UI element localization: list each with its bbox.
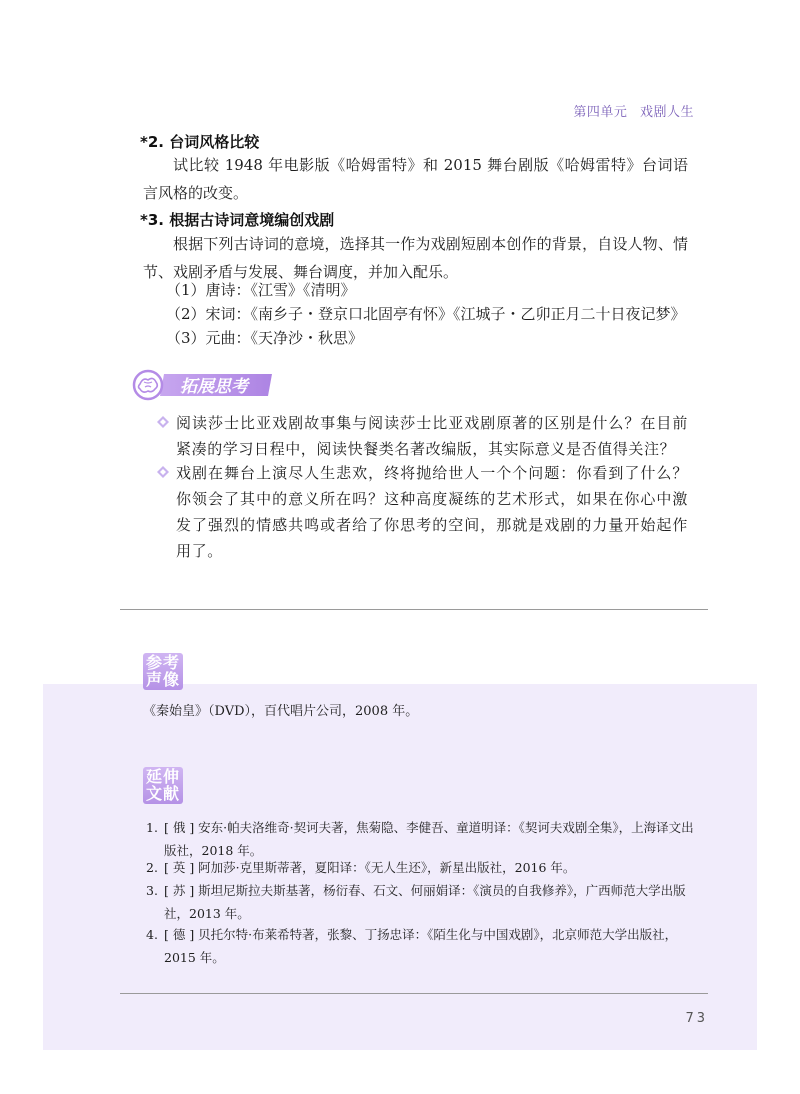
- reference-av-text: 《秦始皇》（DVD），百代唱片公司，2008 年。: [143, 704, 419, 719]
- footer-divider: [120, 993, 708, 994]
- reference-av-tag-line2: 声像: [145, 670, 180, 689]
- section-divider: [120, 609, 708, 610]
- diamond-bullet-icon: [157, 466, 169, 478]
- further-reading-tag-line1: 延伸: [145, 767, 180, 786]
- reference-av-tag: [143, 653, 183, 690]
- diamond-bullet-icon: [157, 416, 169, 428]
- reading-item-text: [ 德 ] 贝托尔特·布莱希特著，张黎、丁扬忠译：《陌生化与中国戏剧》，北京师范大学出版社，2015 年。: [164, 927, 678, 965]
- reading-item-text: [ 俄 ] 安东·帕夫洛维奇·契诃夫著，焦菊隐、李健吾、童道明译：《契诃夫戏剧全集》，上海译文出版社，2018 年。: [164, 820, 694, 858]
- reading-item-number: 1.: [146, 820, 158, 835]
- further-reading-tag: [143, 767, 183, 804]
- reading-item-2: [146, 856, 696, 879]
- task-3-item-3: （3）元曲：《天净沙・秋思》: [166, 329, 364, 347]
- task-3-title: *3. 根据古诗词意境编创戏剧: [140, 211, 335, 229]
- extension-bullet-2: [160, 460, 688, 564]
- task-3-body: 根据下列古诗词的意境，选择其一作为戏剧短剧本创作的背景，自设人物、情节、戏剧矛盾与发展、舞台调度，并加入配乐。: [143, 235, 688, 281]
- reading-item-4: [146, 923, 696, 969]
- reading-item-3: [146, 879, 696, 925]
- task-3-item-1: （1）唐诗：《江雪》《清明》: [166, 281, 356, 299]
- reading-item-text: [ 英 ] 阿加莎·克里斯蒂著，夏阳译：《无人生还》，新星出版社，2016 年。: [164, 860, 576, 875]
- header-unit: 第四单元: [573, 105, 628, 120]
- task-2-title: *2. 台词风格比较: [140, 133, 260, 151]
- reading-item-number: 4.: [146, 927, 158, 942]
- page-number: 73: [685, 1011, 708, 1026]
- task-2-body: 试比较 1948 年电影版《哈姆雷特》和 2015 舞台剧版《哈姆雷特》台词语言风格的改变。: [143, 156, 688, 202]
- reading-item-number: 2.: [146, 860, 158, 875]
- extension-bullet-2-text: 戏剧在舞台上演尽人生悲欢，终将抛给世人一个个问题：你看到了什么？你领会了其中的意义所在吗？这种高度凝练的艺术形式，如果在你心中激发了强烈的情感共鸣或者给了你思考的空间，那就是戏剧的力量开始起作用了。: [176, 464, 688, 560]
- header-title: 戏剧人生: [639, 105, 694, 120]
- extension-banner: [128, 366, 278, 404]
- further-reading-tag-line2: 文献: [145, 784, 180, 803]
- reference-av-tag-line1: 参考: [145, 653, 180, 672]
- reading-item-number: 3.: [146, 883, 158, 898]
- brain-icon: [128, 366, 278, 404]
- task-3-item-2: （2）宋词：《南乡子・登京口北固亭有怀》《江城子・乙卯正月二十日夜记梦》: [166, 305, 686, 323]
- extension-bullet-1: [160, 410, 688, 462]
- reading-item-text: [ 苏 ] 斯坦尼斯拉夫斯基著，杨衍春、石文、何丽娟译：《演员的自我修养》，广西师范大学出版社，2013 年。: [164, 883, 686, 921]
- extension-banner-label: 拓展思考: [180, 377, 248, 397]
- extension-bullet-1-text: 阅读莎士比亚戏剧故事集与阅读莎士比亚戏剧原著的区别是什么？在目前紧凑的学习日程中，阅读快餐类名著改编版，其实际意义是否值得关注？: [176, 414, 688, 458]
- running-header: [573, 101, 694, 120]
